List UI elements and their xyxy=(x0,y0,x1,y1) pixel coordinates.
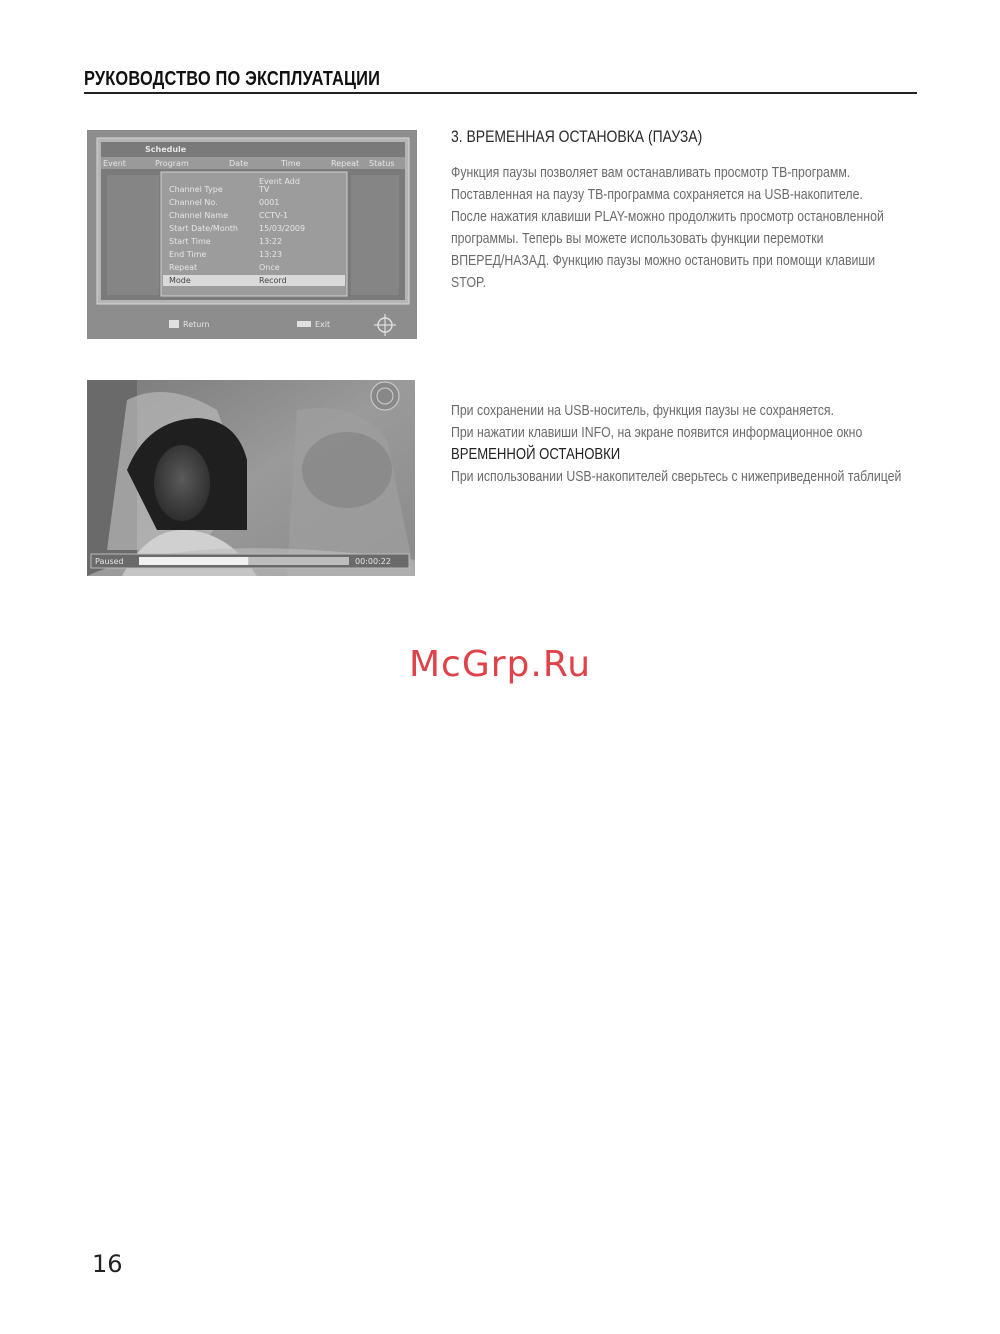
schedule-row-value[interactable]: 0001 xyxy=(259,198,280,207)
watermark: McGrp.Ru xyxy=(408,644,592,685)
schedule-row-label[interactable]: Start Date/Month xyxy=(169,224,238,233)
paragraph-1-line: Поставленная на паузу ТВ-программа сохраняется на USB-накопителе. xyxy=(451,186,863,203)
schedule-row-label[interactable]: Channel Type xyxy=(169,185,223,194)
schedule-row-value[interactable]: 13:22 xyxy=(259,237,283,246)
paragraph-2-emphasis: ВРЕМЕННОЙ ОСТАНОВКИ xyxy=(451,446,621,463)
schedule-row-value[interactable]: CCTV-1 xyxy=(259,211,289,220)
col-status: Status xyxy=(369,159,395,168)
paragraph-1-line: ВПЕРЕД/НАЗАД. Функцию паузы можно остановить при помощи клавиши xyxy=(451,252,876,269)
col-program: Program xyxy=(155,159,189,168)
footer-exit: Exit xyxy=(315,320,331,329)
col-date: Date xyxy=(229,159,249,168)
footer-return: Return xyxy=(183,320,210,329)
header-title: РУКОВОДСТВО ПО ЭКСПЛУАТАЦИИ xyxy=(84,68,381,90)
face-shape xyxy=(154,445,210,521)
schedule-row-value[interactable]: Record xyxy=(259,276,287,285)
schedule-row-label[interactable]: Channel No. xyxy=(169,198,218,207)
schedule-row-value[interactable]: Once xyxy=(259,263,280,272)
schedule-title: Schedule xyxy=(145,145,187,154)
popup-title: Event Add xyxy=(259,177,300,186)
schedule-row-value[interactable]: 15/03/2009 xyxy=(259,224,306,233)
pause-screenshot xyxy=(87,380,415,576)
schedule-screenshot xyxy=(87,130,417,339)
paragraph-2-line: При использовании USB-накопителей сверьтесь с нижеприведенной таблицей xyxy=(451,468,902,485)
paragraph-1-line: Функция паузы позволяет вам останавливать просмотр ТВ-программ. xyxy=(451,164,851,181)
pause-status-label: Paused xyxy=(95,557,124,566)
schedule-row-label[interactable]: End Time xyxy=(169,250,207,259)
paragraph-1-line: STOP. xyxy=(451,274,487,291)
schedule-row-label[interactable]: Start Time xyxy=(169,237,211,246)
schedule-row-label[interactable]: Repeat xyxy=(169,263,198,272)
col-repeat: Repeat xyxy=(331,159,360,168)
paragraph-1-line: После нажатия клавиши PLAY-можно продолжить просмотр остановленной xyxy=(451,208,884,225)
schedule-row-value[interactable]: TV xyxy=(259,185,270,194)
page-header xyxy=(84,66,917,94)
schedule-row-label[interactable]: Channel Name xyxy=(169,211,228,220)
schedule-row-label[interactable]: Mode xyxy=(169,276,191,285)
pause-logo-icon xyxy=(371,382,399,410)
paragraph-2-line: При нажатии клавиши INFO, на экране появится информационное окно xyxy=(451,424,863,441)
schedule-row-value[interactable]: 13:23 xyxy=(259,250,283,259)
page-number: 16 xyxy=(92,1250,123,1278)
progress-fill xyxy=(139,557,248,565)
paragraph-1-line: программы. Теперь вы можете использовать функции перемотки xyxy=(451,230,824,247)
paragraph-2-line: При сохранении на USB-носитель, функция паузы не сохраняется. xyxy=(451,402,835,419)
pause-time-label: 00:00:22 xyxy=(355,557,391,566)
col-time: Time xyxy=(281,159,301,168)
section-heading: 3. ВРЕМЕННАЯ ОСТАНОВКА (ПАУЗА) xyxy=(451,127,703,146)
paragraph-1 xyxy=(451,162,910,294)
col-event: Event xyxy=(103,159,126,168)
paragraph-2 xyxy=(451,400,910,488)
